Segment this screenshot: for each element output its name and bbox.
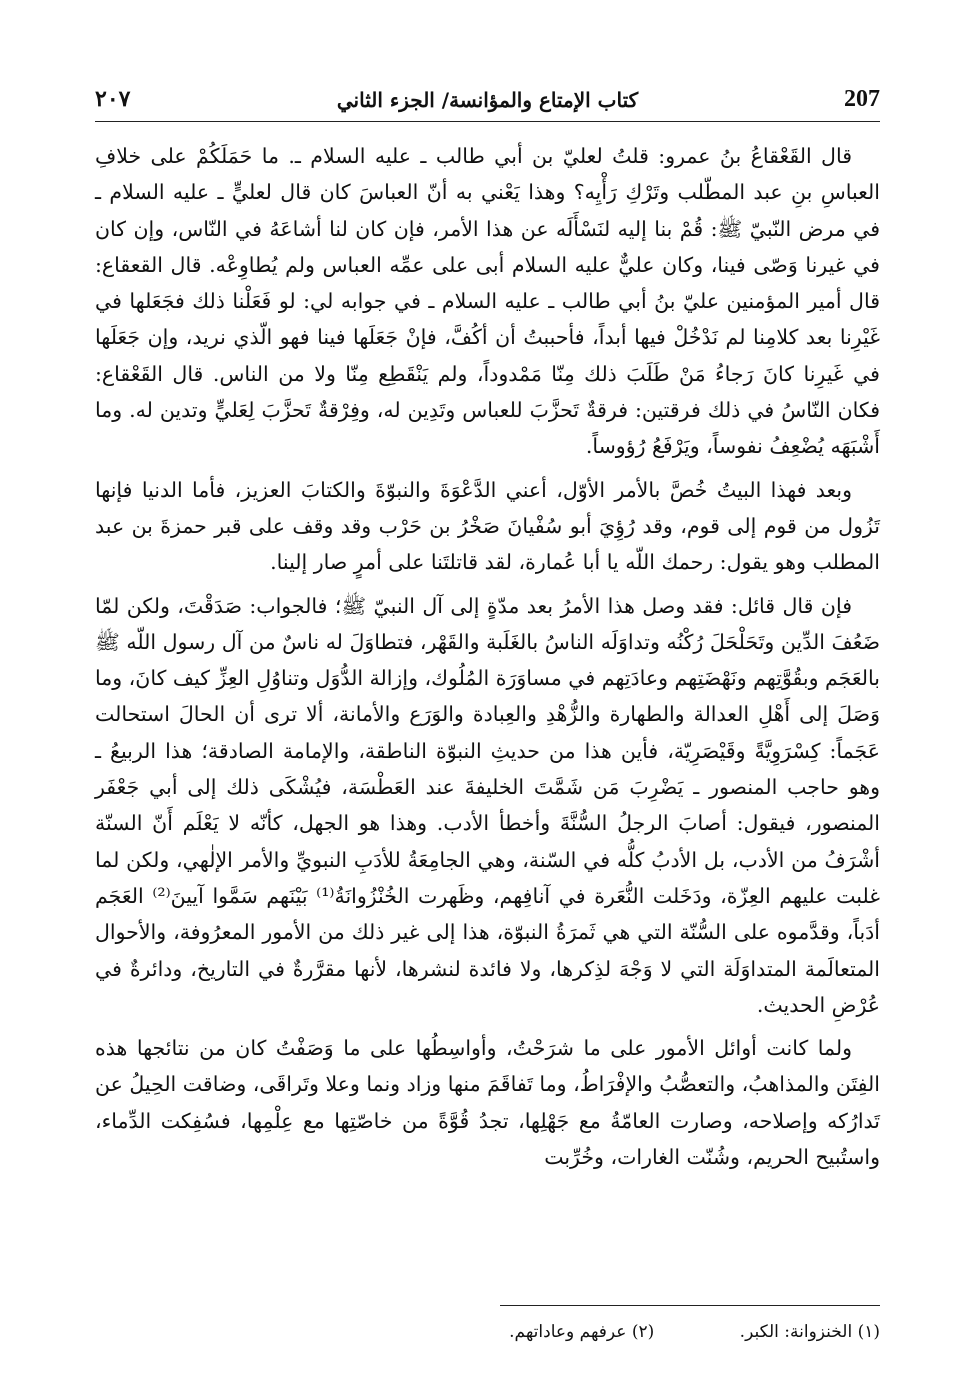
footnote-1: (١) الخنزوانة: الكبر. [739, 1322, 880, 1342]
footnote-rule [500, 1305, 880, 1306]
paragraph: فإن قال قائل: فقد وصل هذا الأمرُ بعد مدّةٍ إلى آل النبيّ ﷺ؛ فالجواب: صَدَقْتَ، ولكن لمّا ضَعُفَ الدِّين وتَحَلْحَلَ رُكْنُه وتداوَلَه الناسُ بالغَلَبة والقَهْر، فتطاوَلَ له ناسٌ من آل رسول اللّه ﷺ بالعَجَم وبقُوَّتِهم ونَهْضَتِهم وعادَتِهم في مساوَرَة المُلُوك، وإزالة الدُّوَل وتناوُلِ العِزِّ كيف كانَ، وما وَصَلَ إلى أَهْلِ العدالة والطهارة والزُّهْدِ والعِبادة والوَرَع والأمانة، ألا ترى أن الحالَ استحالت عَجَماً: كِسْرَوِيَّةً وقَيْصَرِيّة، فأين هذا من حديثِ النبوّة الناطقة، والإمامة الصادقة؛ هذا الربيعُ ـ وهو حاجب المنصور ـ يَضْرِبَ مَن شَمَّتَ الخليفةَ عند العَطْسَة، فيُشْكَى ذلك إلى أبي جَعْفَر المنصور، فيقول: أصابَ الرجلُ السُّنَّةَ وأخطأ الأدب. وهذا هو الجهل، كأنّه لا يَعْلَم أَنّ السنّة أشْرَفُ من الأدب، بل الأدبُ كلُّه في السّنة، وهي الجامِعَةُ للأدَبِ النبويِّ والأمر الإلٰهي، ولكن لما غلبت عليهم العِزّة، ودَخَلت النُّعَرة في آنافِهم، وظَهرت الخُنْزُوانَةُ⁽¹⁾ بَيْنَهم سَمَّوا آيينَ⁽²⁾ العَجَم أدَباً، وقدَّموه على السُّنّة التي هي ثَمرَةُ النبوّة، هذا إلى غير ذلك من الأمور المعرُوفة، والأحوال المتعالَمة المتداوَلَة التي لا وَجْهَ لذِكرها، ولا فائدة لنشرها، لأنها مقرَّرةٌ في التاريخ، ودائرةٌ في عُرْضِ الحديث. [95, 593, 880, 1017]
paragraph: ولما كانت أوائل الأمور على ما شرَحْتُ، وأواسِطُها على ما وَصَفْتُ كان من نتائجها هذه الفِتَن والمذاهبُ، والتعصُّبُ والإفْرَاطُ، وما تَفاقَمَ منها وزاد ونما وعلا وتَراقَى، وضاقت الحِيلُ عن تَدارُكه وإصلاحه، وصارت العامّةُ مع جَهْلِها، تجدُ قُوَّةً من خاصّتِها مع عِلْمِها، فسُفِكت الدِّماء، واستُبيح الحريم، وشُنّت الغارات، وخُرِّبت [95, 1036, 880, 1170]
page-number-arabic: ٢٠٧ [95, 86, 131, 112]
paragraph: وبعد فهذا البيتُ خُصَّ بالأمر الأوّل، أعني الدَّعْوَةَ والنبوّةَ والكتابَ العزيز، فأما الدنيا فإنها تَزُول من قوم إلى قوم، وقد رُؤِيَ أبو سُفْيانَ صَخْرُ بن حَرْب وقد وقف على قبر حمزةَ بن عبد المطلب وهو يقول: رحمك اللّه يا أبا عُمارة، لقد قاتلتَنا على أمرٍ صار إلينا. [95, 477, 880, 575]
footnote-2: (٢) عرفهم وعاداتهم. [509, 1322, 655, 1342]
body-text [95, 138, 880, 1182]
header-rule [95, 121, 880, 122]
page-header [95, 80, 880, 120]
paragraph: قال القَعْقاعُ بنُ عمرو: قلتُ لعليّ بن أبي طالب ـ عليه السلام ـ. ما حَمَلَكُمْ على خلافِ العباسِ بنِ عبد المطّلب وتَرْكِ رَأْيِه؟ وهذا يَعْني به أنّ العباسَ كان قال لعليٍّ ـ عليه السلام ـ في مرض النّبيّ ﷺ: قُمْ بنا إليه لنَسْأَلَه عن هذا الأمر، فإن كان لنا أشاعَهُ في النّاس، وإن كان في غيرنا وَصّى فينا، وكان عليٌّ عليه السلام أبى على عمِّه العباس ولم يُطاوِعْه. قال القعقاع: قال أمير المؤمنين عليّ بنُ أبي طالب ـ عليه السلام ـ في جوابه لي: لو فَعَلْنا ذلك فجَعَلها في غَيْرِنا بعد كلامِنا لم نَدْخُلْ فيها أبداً، فأحببتُ أن أكُفَّ، فإنْ جَعَلَها فينا فهو الّذي نريد، وإن جَعَلَها في غَيرِنا كانَ رَجاءُ مَنْ طَلَبَ ذلك مِنّا مَمْدوداً، ولم يَنْقَطِع مِنّا ولا من الناس. قال القَعْقاع: فكان النّاسُ في ذلك فرقتين: فرقةٌ تَحزَّبَ للعباس وتَدِين له، وفِرْقةٌ تَحزَّبَ لِعَليٍّ وتدين له. وما أَشْبَهَه يُضْعِفُ نفوساً، ويَرْفَعُ رُؤوساً. [95, 144, 880, 459]
running-title: كتاب الإمتاع والمؤانسة/ الجزء الثاني [336, 88, 639, 112]
footnotes [95, 1318, 880, 1346]
page-number-latin: 207 [844, 86, 880, 112]
